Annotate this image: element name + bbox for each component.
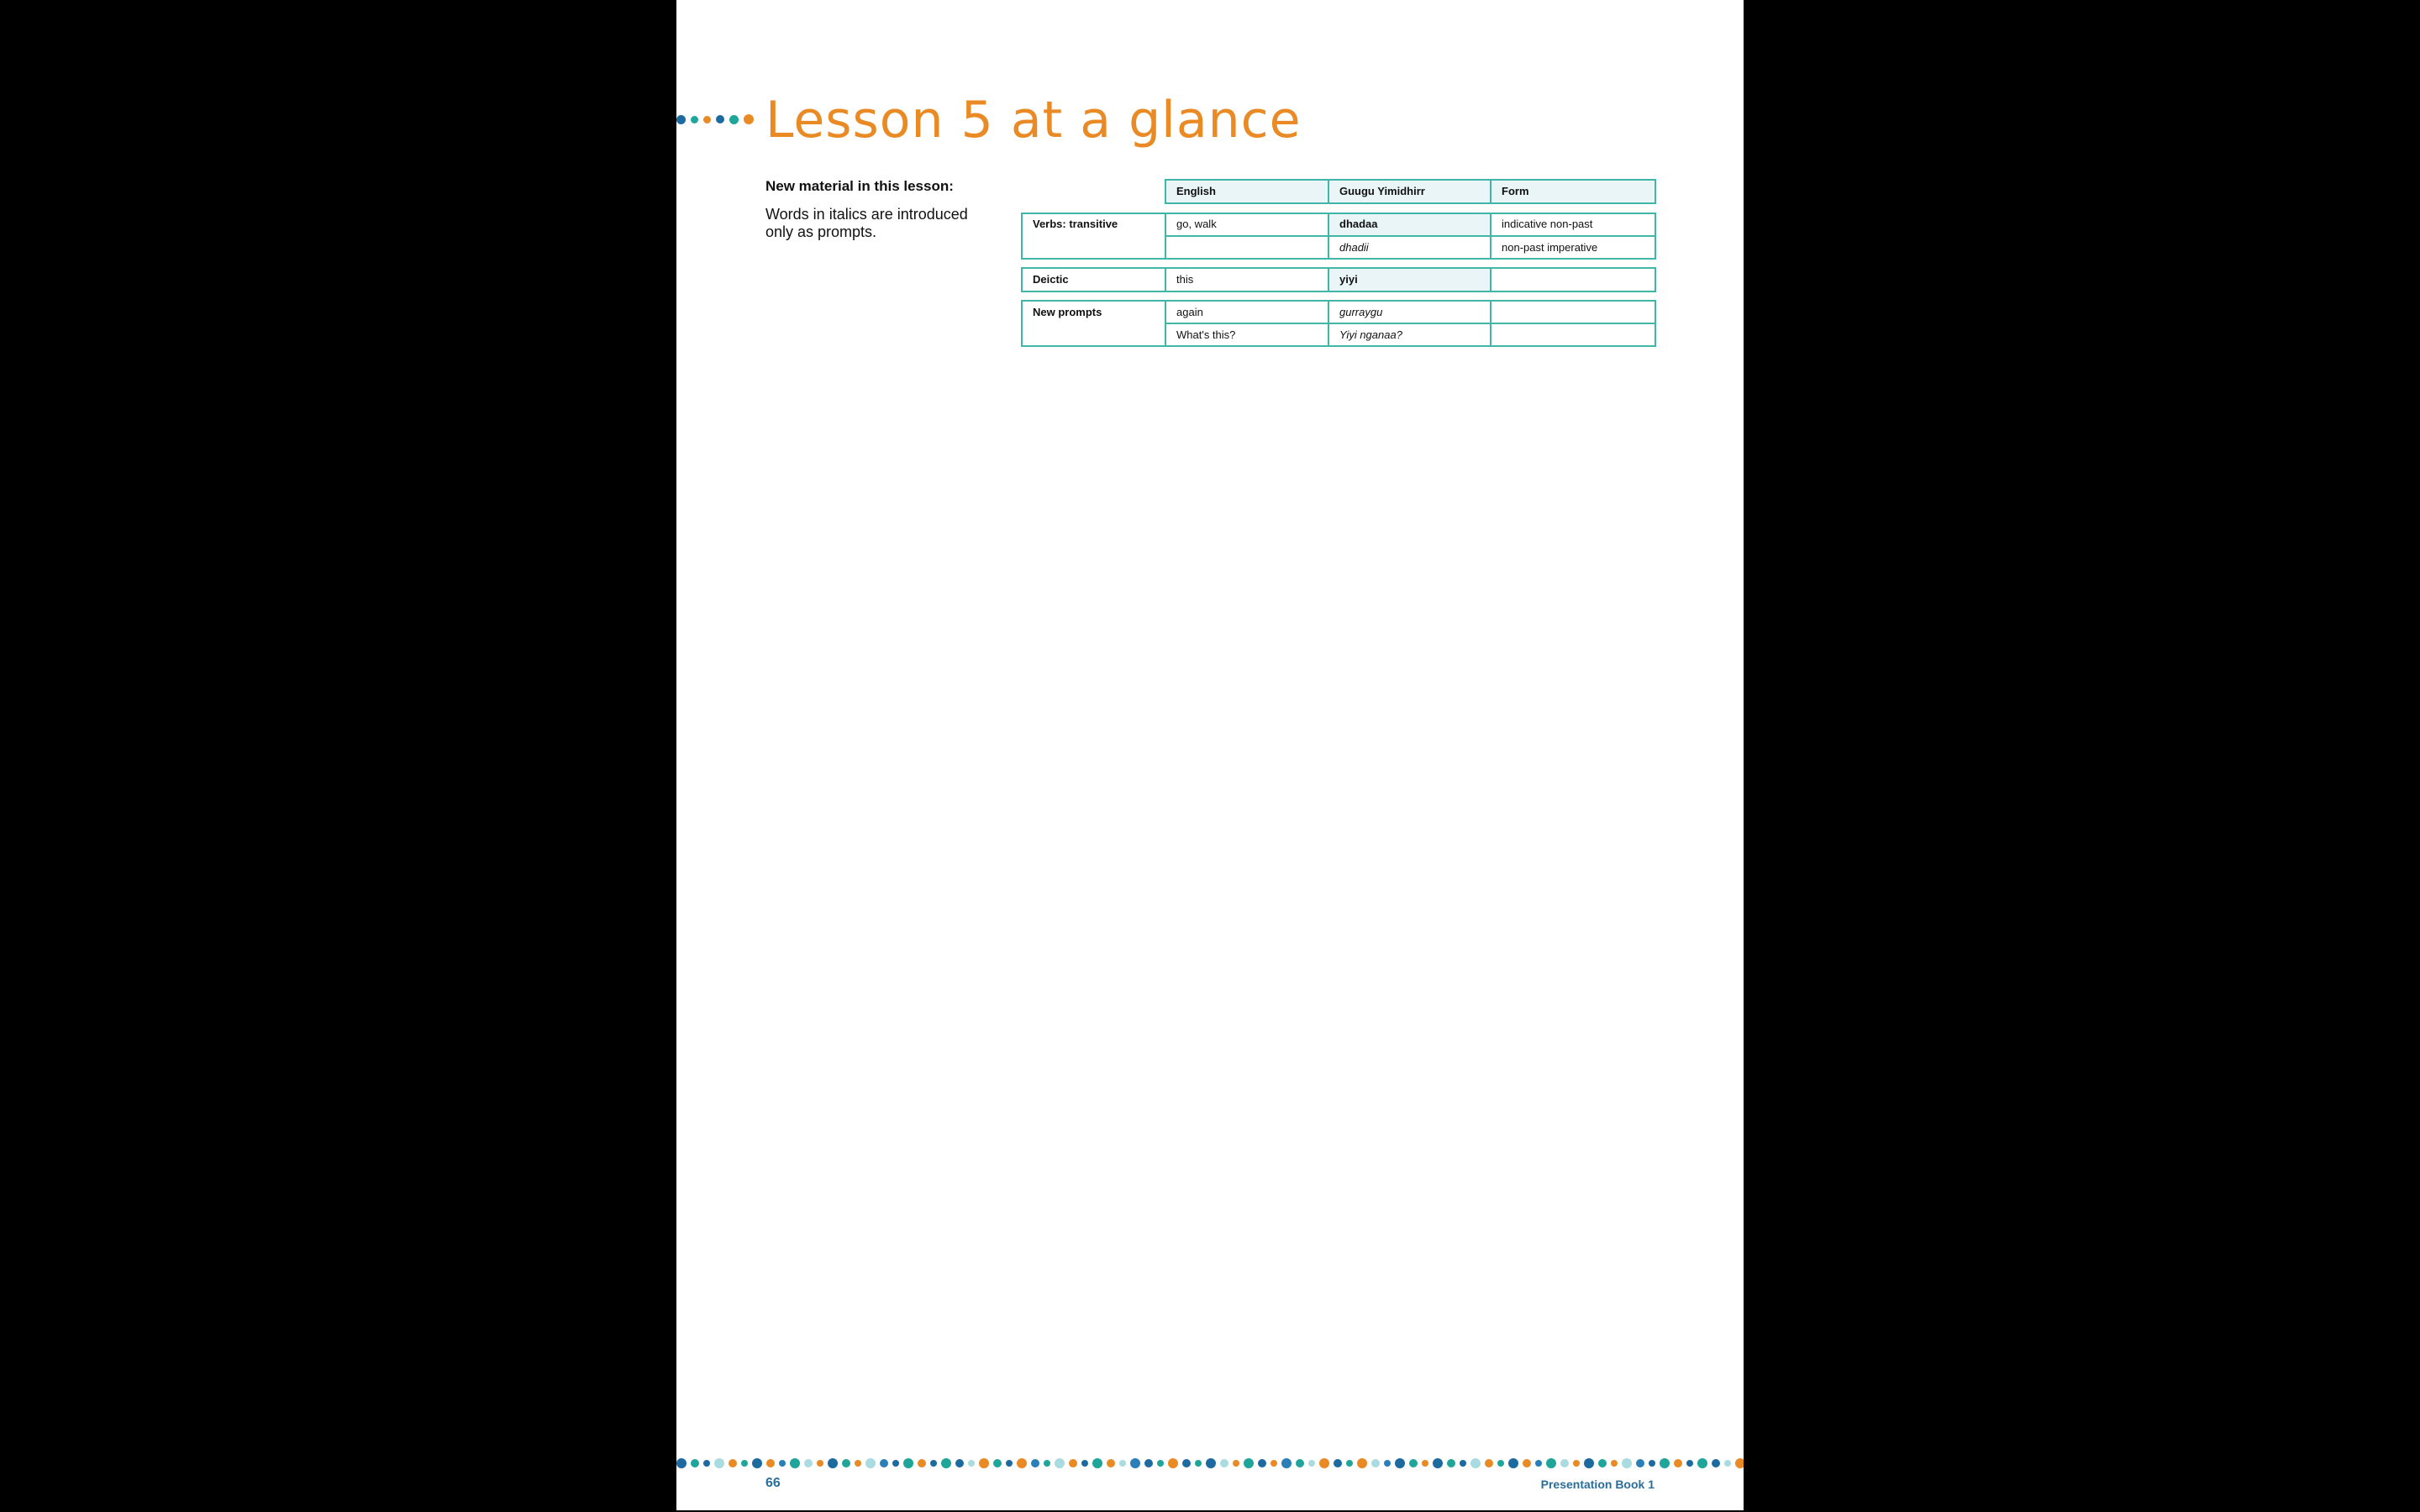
- footer-dot: [1319, 1458, 1329, 1468]
- group-label-new-prompts: New prompts: [1033, 306, 1102, 318]
- footer-dot: [1182, 1459, 1191, 1467]
- footer-dot: [1130, 1458, 1140, 1468]
- footer-dot: [1308, 1460, 1315, 1467]
- footer-dot: [1660, 1458, 1670, 1468]
- cell-english: this: [1176, 273, 1194, 286]
- cell-gy: yiyi: [1328, 268, 1491, 291]
- rule: [1328, 213, 1329, 260]
- footer-dot: [865, 1458, 876, 1468]
- rule: [1021, 213, 1656, 214]
- footer-dot: [1017, 1458, 1027, 1468]
- footer-dot: [855, 1460, 861, 1467]
- footer-dot: [1119, 1460, 1126, 1467]
- footer-dot: [766, 1459, 775, 1467]
- rule: [1165, 179, 1656, 181]
- footer-dot: [1485, 1459, 1493, 1467]
- footer-dot: [1560, 1459, 1569, 1467]
- rule: [1021, 291, 1656, 292]
- footer-dot: [1334, 1459, 1342, 1467]
- rule: [1490, 300, 1491, 347]
- group-label-deictic: Deictic: [1033, 273, 1069, 286]
- rule: [1490, 213, 1491, 260]
- footer-dot: [1611, 1460, 1618, 1467]
- page-title: Lesson 5 at a glance: [765, 91, 1302, 150]
- footer-dot: [1092, 1458, 1102, 1468]
- footer-dot: [1244, 1458, 1254, 1468]
- footer-dot: [1395, 1458, 1405, 1468]
- footer-dot: [1107, 1459, 1115, 1467]
- footer-dot: [1168, 1458, 1178, 1468]
- footer-dot: [1523, 1459, 1531, 1467]
- footer-dot: [1409, 1459, 1418, 1467]
- rule: [1021, 300, 1023, 347]
- page-number: 66: [765, 1476, 781, 1490]
- footer-dot: [1447, 1459, 1455, 1467]
- title-dot-trail: [676, 115, 756, 127]
- cell-gy: dhadii: [1339, 241, 1369, 254]
- footer-dot: [1281, 1458, 1292, 1468]
- book-title: Presentation Book 1: [1540, 1478, 1655, 1491]
- footer-dot: [1546, 1458, 1556, 1468]
- rule: [1021, 258, 1656, 260]
- footer-dot: [1296, 1459, 1304, 1467]
- footer-dot: [1081, 1460, 1088, 1467]
- rule: [1165, 235, 1656, 237]
- group-label-verbs: Verbs: transitive: [1033, 218, 1118, 230]
- footer-dot: [729, 1459, 737, 1467]
- footer-dot: [1649, 1460, 1655, 1467]
- rule: [1655, 267, 1656, 292]
- cell-form: [1491, 301, 1655, 324]
- footer-dot: [842, 1459, 850, 1467]
- cell-english: [1165, 236, 1328, 260]
- footer-dot: [1573, 1460, 1580, 1467]
- footer-dot: [752, 1458, 762, 1468]
- footer-dot: [1598, 1459, 1607, 1467]
- cell-english: go, walk: [1176, 218, 1217, 230]
- rule: [1165, 323, 1656, 324]
- rule: [1165, 202, 1656, 204]
- footer-dot: [1433, 1458, 1443, 1468]
- footer-dot: [1535, 1460, 1542, 1467]
- footer-dot: [817, 1460, 823, 1467]
- footer-dot: [1270, 1460, 1277, 1467]
- footer-dot: [993, 1459, 1002, 1467]
- cell-form: indicative non-past: [1502, 218, 1593, 230]
- footer-dot: [1460, 1460, 1466, 1467]
- rule: [1655, 213, 1656, 260]
- footer-dot: [1712, 1459, 1720, 1467]
- cell-form: [1491, 323, 1655, 347]
- footer-dot: [804, 1459, 813, 1467]
- footer-dot: [1497, 1460, 1504, 1467]
- footer-dot: [714, 1458, 724, 1468]
- document-page: [676, 0, 1744, 1510]
- cell-form: [1491, 268, 1655, 291]
- footer-dot: [1055, 1458, 1065, 1468]
- rule: [1165, 213, 1166, 260]
- footer-dot: [741, 1460, 748, 1467]
- header-english: English: [1165, 180, 1328, 203]
- rule: [1165, 300, 1166, 347]
- footer-dot: [828, 1458, 838, 1468]
- footer-dot: [1357, 1458, 1367, 1468]
- footer-dot: [1636, 1459, 1644, 1467]
- footer-dot-border: [676, 1457, 1744, 1470]
- rule: [1655, 300, 1656, 347]
- rule: [1021, 267, 1023, 292]
- footer-dot: [880, 1459, 888, 1467]
- footer-dot: [1206, 1458, 1216, 1468]
- header-form: Form: [1491, 180, 1655, 203]
- rule: [1021, 267, 1656, 269]
- rule: [1655, 179, 1656, 204]
- footer-dot: [903, 1458, 913, 1468]
- footer-dot: [1371, 1459, 1380, 1467]
- footer-dot: [930, 1460, 937, 1467]
- cell-gy: dhadaa: [1328, 213, 1491, 236]
- rule: [1328, 300, 1329, 347]
- footer-dot: [790, 1458, 800, 1468]
- footer-dot: [1674, 1459, 1682, 1467]
- footer-dot: [1044, 1460, 1050, 1467]
- footer-dot: [892, 1460, 899, 1467]
- footer-dot: [968, 1460, 975, 1467]
- cell-form: non-past imperative: [1502, 241, 1598, 254]
- footer-dot: [1508, 1458, 1518, 1468]
- rule: [1328, 267, 1329, 292]
- footer-dot: [1157, 1460, 1164, 1467]
- footer-dot: [979, 1458, 989, 1468]
- footer-dot: [1422, 1460, 1428, 1467]
- footer-dot: [1195, 1460, 1202, 1467]
- footer-dot: [955, 1459, 964, 1467]
- footer-dot: [1697, 1458, 1707, 1468]
- cell-english: What's this?: [1176, 328, 1236, 341]
- footer-dot: [1069, 1459, 1077, 1467]
- footer-dot: [1220, 1459, 1228, 1467]
- rule: [1490, 179, 1491, 204]
- dot-1: [676, 115, 686, 124]
- dot-3: [703, 116, 711, 123]
- footer-dot: [1470, 1458, 1481, 1468]
- footer-dot: [1384, 1460, 1391, 1467]
- footer-dot: [1622, 1458, 1632, 1468]
- rule: [1165, 267, 1166, 292]
- footer-dot: [1006, 1460, 1013, 1467]
- intro-note: Words in italics are introduced only as prompts.: [765, 206, 968, 240]
- cell-gy: Yiyi nganaa?: [1339, 328, 1402, 341]
- rule: [1165, 179, 1166, 204]
- footer-dot: [779, 1460, 786, 1467]
- footer-dot: [691, 1459, 699, 1467]
- rule: [1021, 300, 1656, 302]
- dot-2: [691, 116, 698, 123]
- footer-dot: [1686, 1460, 1693, 1467]
- footer-dot: [703, 1460, 710, 1467]
- cell-english: again: [1176, 306, 1203, 318]
- footer-dot: [1233, 1460, 1239, 1467]
- intro-heading: New material in this lesson:: [765, 178, 954, 194]
- footer-dot: [1031, 1459, 1039, 1467]
- footer-dot: [918, 1459, 926, 1467]
- footer-dot: [1346, 1460, 1353, 1467]
- footer-dot: [1258, 1459, 1266, 1467]
- dot-6: [744, 114, 754, 124]
- footer-dot: [941, 1458, 951, 1468]
- rule: [1021, 345, 1656, 347]
- cell-gy: gurraygu: [1339, 306, 1383, 318]
- dot-5: [729, 115, 739, 124]
- footer-dot: [1584, 1458, 1594, 1468]
- footer-dot: [676, 1458, 687, 1468]
- footer-dot: [1735, 1458, 1744, 1468]
- footer-dot: [1144, 1459, 1153, 1467]
- rule: [1021, 213, 1023, 260]
- dot-4: [716, 115, 724, 123]
- header-guugu-yimidhirr: Guugu Yimidhirr: [1328, 180, 1491, 203]
- rule: [1328, 179, 1329, 204]
- rule: [1490, 267, 1491, 292]
- footer-dot: [1724, 1460, 1731, 1467]
